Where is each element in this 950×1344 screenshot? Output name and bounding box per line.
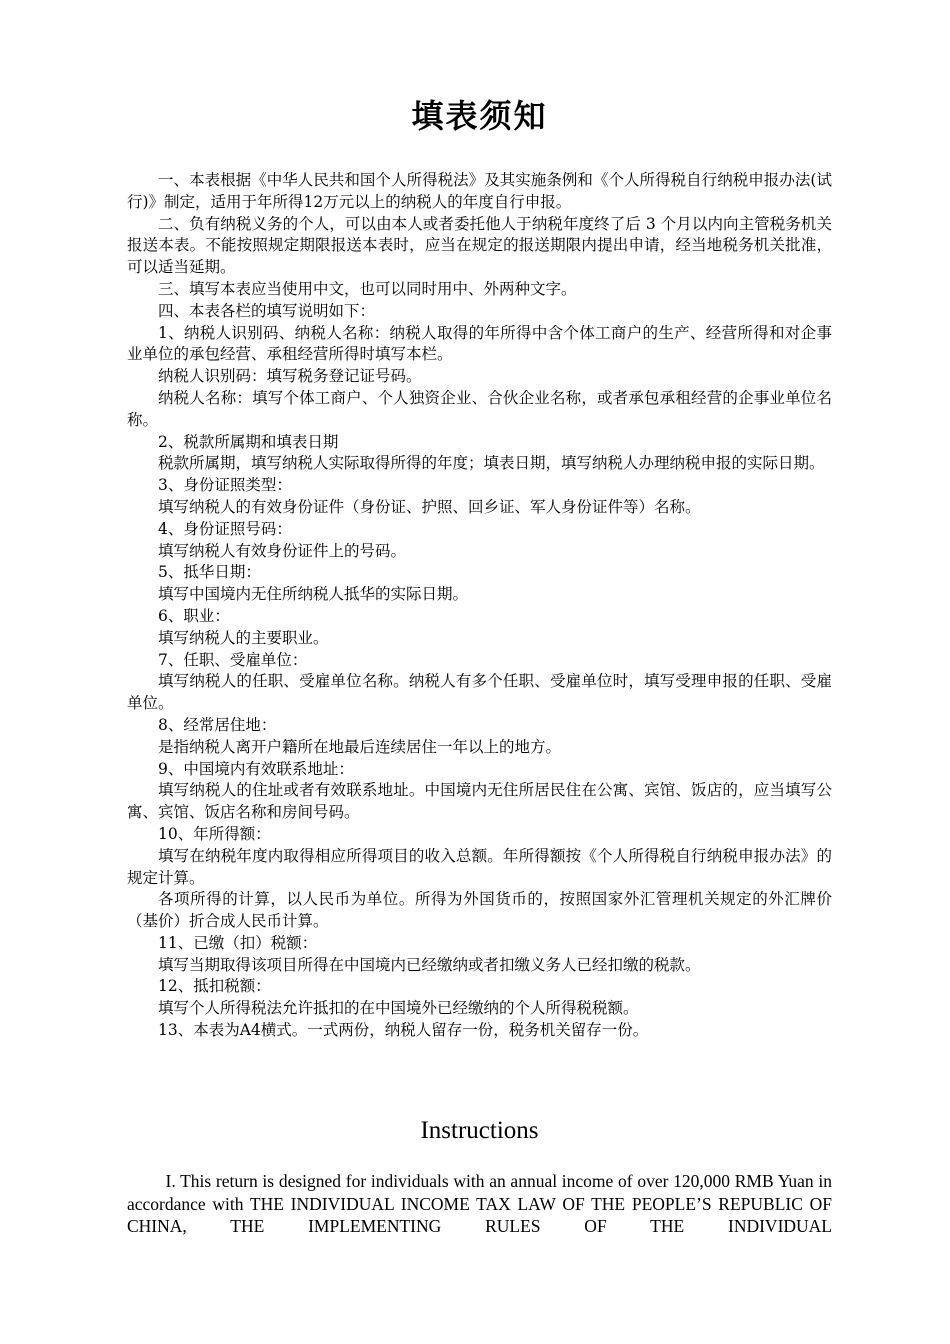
paragraph-cn: 纳税人识别码：填写税务登记证号码。 bbox=[158, 367, 422, 386]
paragraph-cn: 填写纳税人的任职、受雇单位名称。纳税人有多个任职、受雇单位时，填写受理申报的任职、受雇单位。 bbox=[127, 672, 832, 713]
paragraph-cn: 填写当期取得该项目所得在中国境内已经缴纳或者扣缴义务人已经扣缴的税款。 bbox=[158, 955, 701, 974]
paragraph-cn: 填写纳税人的有效身份证件（身份证、护照、回乡证、军人身份证件等）名称。 bbox=[158, 497, 701, 516]
paragraph-cn: 2、税款所属期和填表日期 bbox=[158, 432, 339, 451]
paragraph-cn: 13、本表为A4横式。一式两份，纳税人留存一份，税务机关留存一份。 bbox=[158, 1021, 649, 1040]
paragraph-cn: 四、本表各栏的填写说明如下： bbox=[158, 301, 376, 320]
paragraph-cn: 是指纳税人离开户籍所在地最后连续居住一年以上的地方。 bbox=[158, 737, 562, 756]
paragraph-cn: 各项所得的计算，以人民币为单位。所得为外国货币的，按照国家外汇管理机关规定的外汇牌价（基价）折合成人民币计算。 bbox=[127, 890, 832, 931]
paragraph-cn: 填写纳税人有效身份证件上的号码。 bbox=[158, 541, 407, 560]
paragraph-cn: 1、纳税人识别码、纳税人名称：纳税人取得的年所得中含个体工商户的生产、经营所得和对企事业单位的承包经营、承租经营所得时填写本栏。 bbox=[127, 323, 832, 364]
paragraph-cn: 9、中国境内有效联系地址： bbox=[158, 759, 354, 778]
paragraph-cn: 一、本表根据《中华人民共和国个人所得税法》及其实施条例和《个人所得税自行纳税申报办法(试行)》制定，适用于年所得12万元以上的纳税人的年度自行申报。 bbox=[127, 171, 832, 211]
paragraph-cn: 8、经常居住地： bbox=[158, 715, 277, 734]
paragraph-cn: 7、任职、受雇单位： bbox=[158, 650, 308, 669]
paragraph-cn: 二、负有纳税义务的个人，可以由本人或者委托他人于纳税年度终了后 3 个月以内向主管税务机关报送本表。不能按照规定期限报送本表时，应当在规定的报送期限内提出申请，经当地税务机关批准，可以适当延期。 bbox=[127, 214, 832, 277]
paragraph-en: I. This return is designed for individuals with an annual income of over 120,000 RMB Yuan in accordance with THE INDIVIDUAL INCOME TAX LAW OF THE PEOPLE’S REPUBLIC OF CHINA, THE IMPLEMENTING RULES OF THE INDIVIDUAL bbox=[127, 1171, 832, 1236]
paragraph-cn: 3、身份证照类型： bbox=[158, 476, 292, 495]
paragraph-cn: 三、填写本表应当使用中文，也可以同时用中、外两种文字。 bbox=[158, 279, 577, 298]
paragraph-cn: 10、年所得额： bbox=[158, 824, 271, 843]
paragraph-cn: 11、已缴（扣）税额： bbox=[158, 933, 318, 952]
paragraph-cn: 4、身份证照号码： bbox=[158, 519, 292, 538]
paragraph-cn: 填写个人所得税法允许抵扣的在中国境外已经缴纳的个人所得税税额。 bbox=[158, 999, 639, 1018]
page-title-en: Instructions bbox=[420, 1117, 539, 1144]
paragraph-cn: 填写纳税人的主要职业。 bbox=[158, 628, 329, 647]
paragraph-cn: 填写纳税人的住址或者有效联系地址。中国境内无住所居民住在公寓、宾馆、饭店的，应当填写公寓、宾馆、饭店名称和房间号码。 bbox=[127, 781, 832, 822]
paragraph-cn: 填写在纳税年度内取得相应所得项目的收入总额。年所得额按《个人所得税自行纳税申报办法》的规定计算。 bbox=[127, 846, 832, 887]
page-title-cn: 填表须知 bbox=[411, 97, 548, 135]
instructions-cn-body bbox=[127, 170, 832, 1042]
paragraph-cn: 填写中国境内无住所纳税人抵华的实际日期。 bbox=[158, 585, 469, 604]
instructions-en-body bbox=[127, 1170, 832, 1238]
paragraph-cn: 5、抵华日期： bbox=[158, 563, 261, 582]
paragraph-cn: 纳税人名称：填写个体工商户、个人独资企业、合伙企业名称，或者承包承租经营的企事业单位名称。 bbox=[127, 388, 832, 429]
paragraph-cn: 6、职业： bbox=[158, 606, 230, 625]
paragraph-cn: 12、抵扣税额： bbox=[158, 977, 271, 996]
paragraph-cn: 税款所属期，填写纳税人实际取得所得的年度；填表日期，填写纳税人办理纳税申报的实际日期。 bbox=[158, 454, 825, 473]
